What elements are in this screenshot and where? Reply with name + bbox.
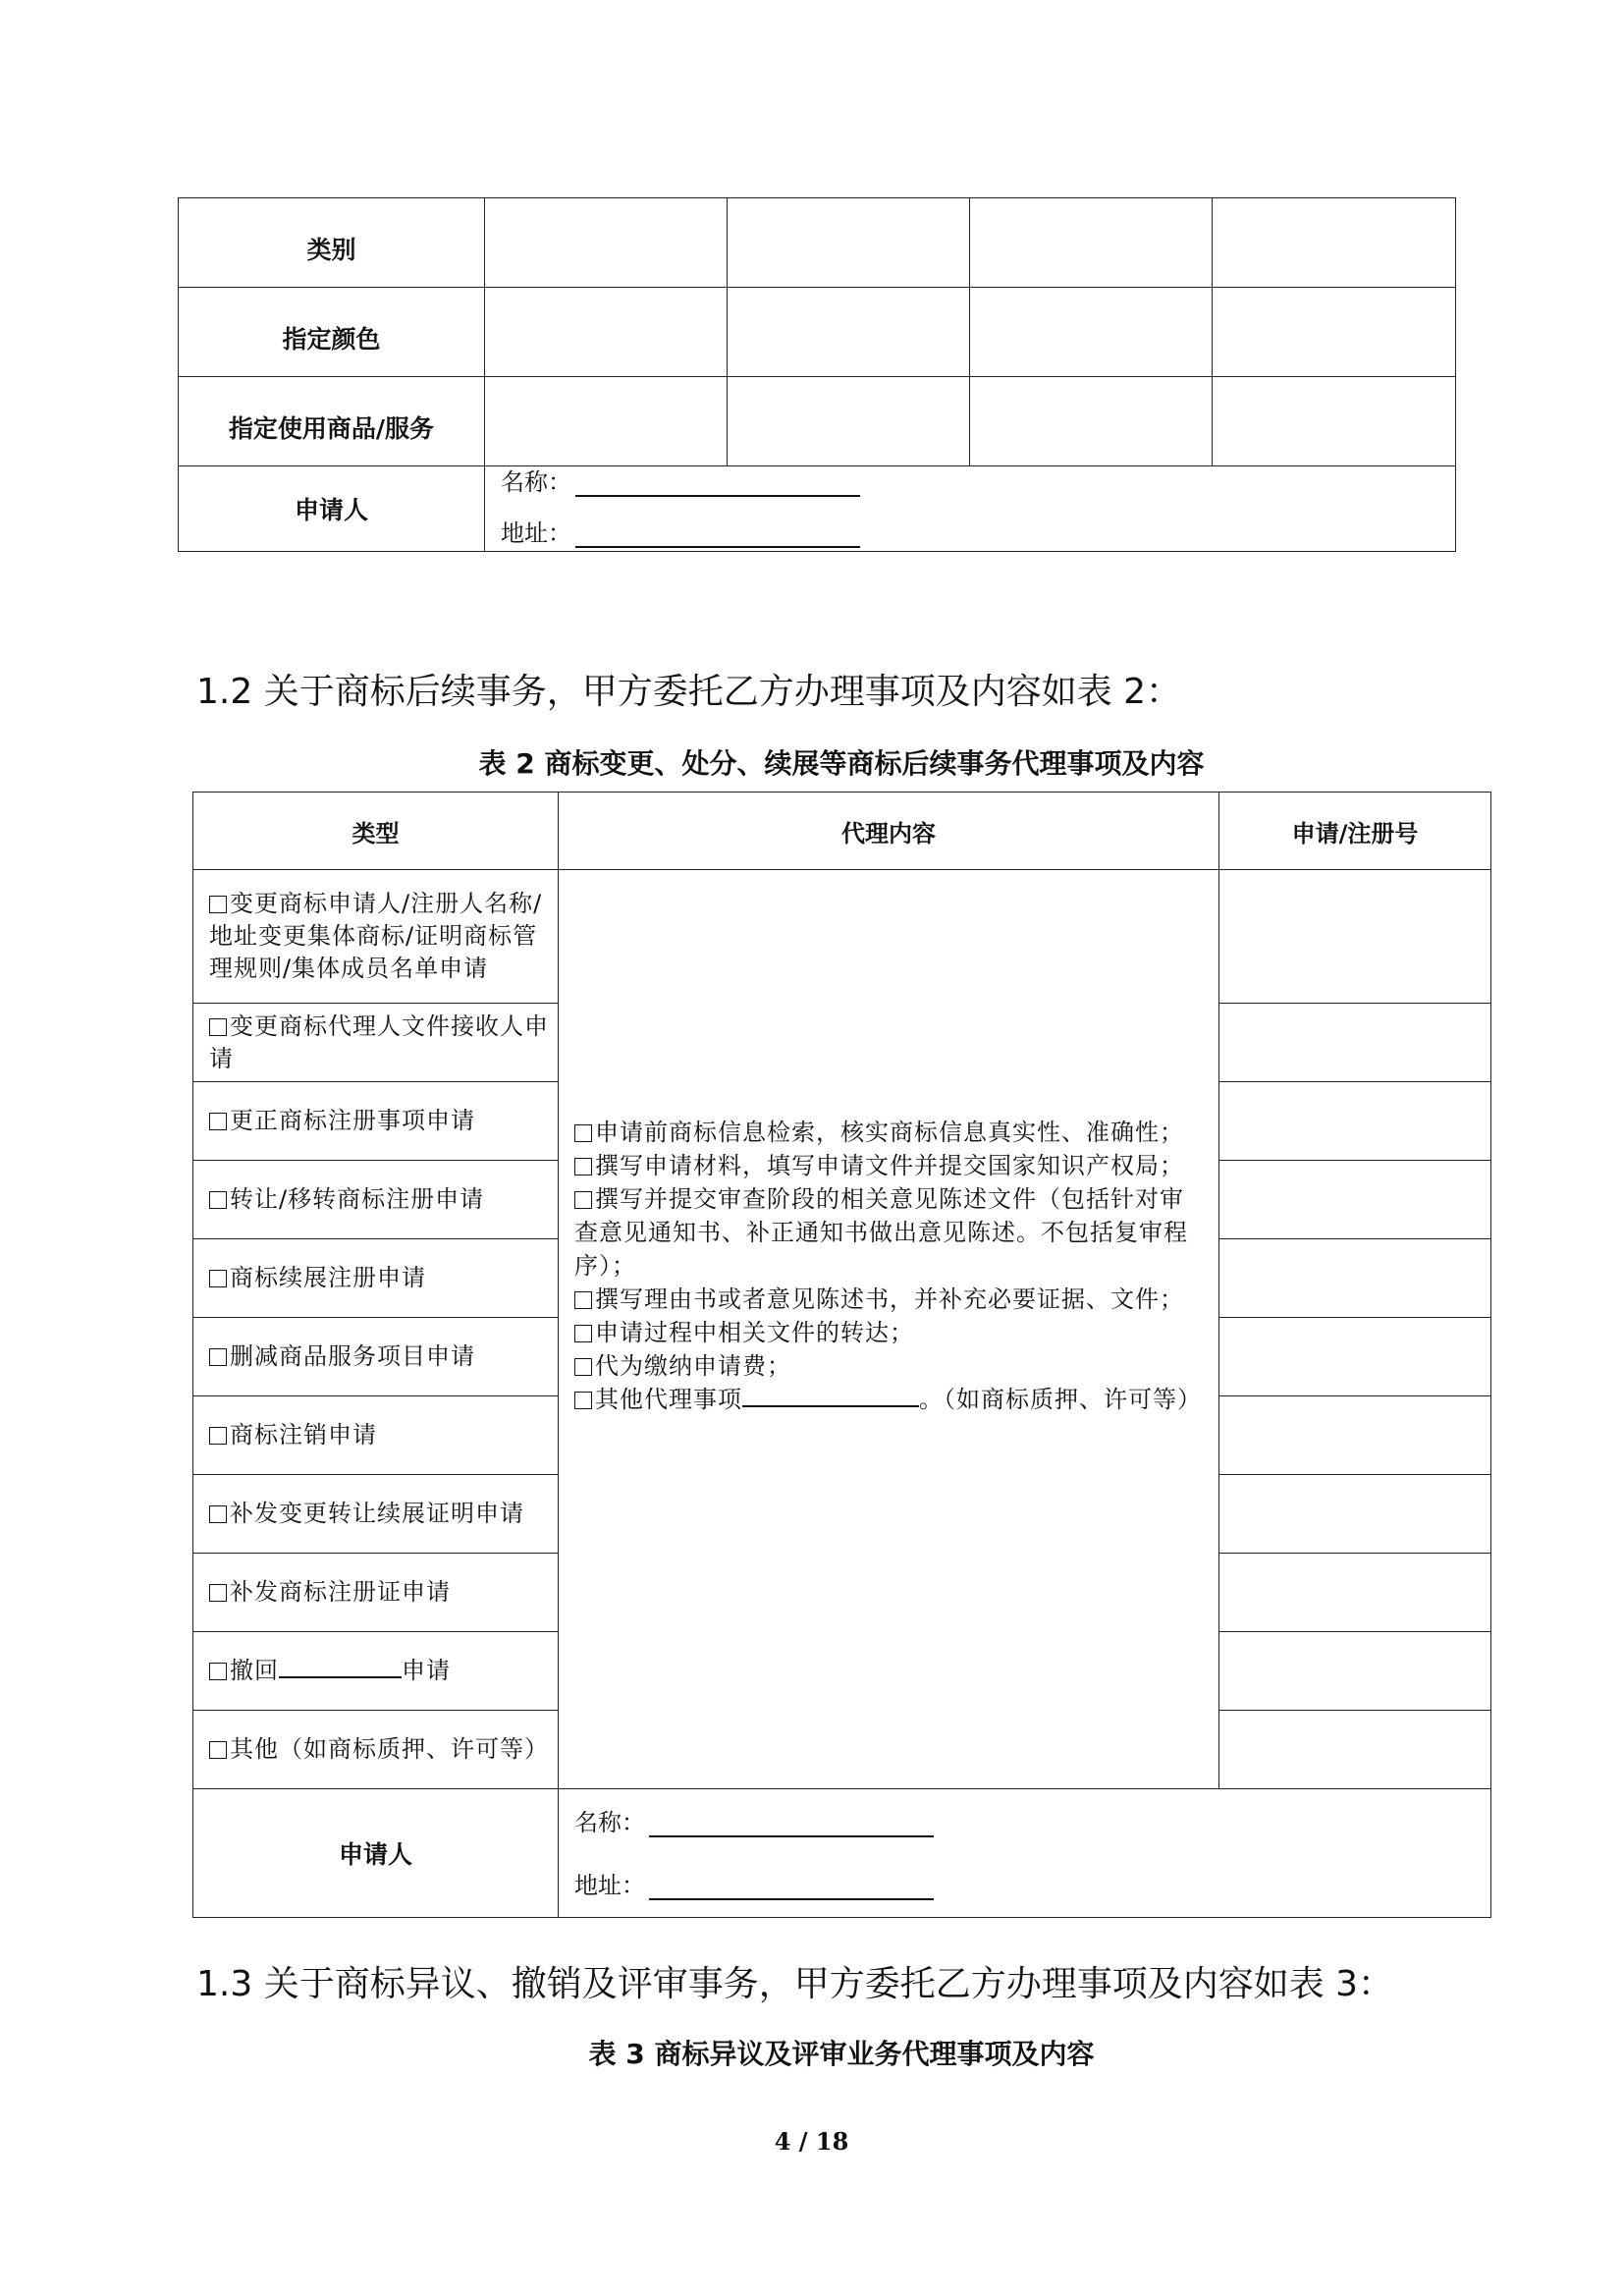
- type-label: 补发商标注册证申请: [230, 1578, 451, 1606]
- name-label: 名称：: [574, 1809, 645, 1836]
- applicant-name-field[interactable]: [485, 460, 1455, 497]
- applicant-address-field[interactable]: [559, 1863, 1490, 1900]
- content-label: 。（如商标质押、许可等）: [919, 1386, 1202, 1413]
- header-content: 代理内容: [559, 793, 1219, 870]
- page-number: 4 / 18: [774, 2127, 849, 2156]
- row-label-color: 指定颜色: [179, 288, 485, 377]
- address-label: 地址：: [574, 1872, 645, 1899]
- number-cell[interactable]: [1219, 1161, 1491, 1239]
- type-label: 商标注销申请: [230, 1421, 377, 1449]
- applicant-label: 申请人: [193, 1789, 559, 1918]
- other-matter-blank[interactable]: [742, 1384, 919, 1407]
- withdraw-blank[interactable]: [279, 1655, 402, 1678]
- content-label: 撰写申请材料，填写申请文件并提交国家知识产权局；: [595, 1152, 1184, 1179]
- type-label: 其他（如商标质押、许可等）: [230, 1735, 549, 1763]
- category-cell[interactable]: [485, 198, 728, 288]
- type-option[interactable]: [193, 1318, 559, 1396]
- type-option[interactable]: [193, 1396, 559, 1475]
- checkbox-icon[interactable]: [209, 1584, 227, 1602]
- type-option[interactable]: [193, 1711, 559, 1789]
- follow-up-matters-table: [192, 792, 1491, 1918]
- checkbox-icon[interactable]: [209, 1505, 227, 1523]
- content-label: 撰写理由书或者意见陈述书，并补充必要证据、文件；: [595, 1285, 1184, 1313]
- type-option[interactable]: [193, 1632, 559, 1711]
- applicant-label: 申请人: [179, 466, 485, 552]
- category-cell[interactable]: [1213, 198, 1456, 288]
- content-label: 其他代理事项: [595, 1386, 742, 1413]
- number-cell[interactable]: [1219, 1318, 1491, 1396]
- checkbox-icon[interactable]: [574, 1124, 592, 1142]
- checkbox-icon[interactable]: [574, 1291, 592, 1309]
- goods-cell[interactable]: [728, 377, 970, 466]
- color-cell[interactable]: [970, 288, 1213, 377]
- number-cell[interactable]: [1219, 1711, 1491, 1789]
- number-cell[interactable]: [1219, 1082, 1491, 1161]
- color-cell[interactable]: [728, 288, 970, 377]
- content-label: 申请前商标信息检索，核实商标信息真实性、准确性；: [595, 1119, 1184, 1146]
- applicant-fields: [559, 1789, 1491, 1918]
- type-option[interactable]: [193, 1161, 559, 1239]
- type-label: 变更商标申请人/注册人名称/地址变更集体商标/证明商标管理规则/集体成员名单申请: [209, 890, 543, 982]
- name-label: 名称：: [501, 468, 571, 496]
- applicant-fields: [485, 466, 1456, 552]
- type-label: 撤回: [230, 1657, 279, 1684]
- checkbox-icon[interactable]: [209, 1741, 227, 1759]
- section-heading: 1.3 关于商标异议、撤销及评审事务，甲方委托乙方办理事项及内容如表 3：: [196, 1964, 1394, 2004]
- number-cell[interactable]: [1219, 1632, 1491, 1711]
- type-option[interactable]: [193, 1554, 559, 1632]
- content-item[interactable]: [574, 1283, 1207, 1316]
- type-label: 申请: [402, 1657, 451, 1684]
- type-label: 补发变更转让续展证明申请: [230, 1500, 524, 1527]
- type-option[interactable]: [193, 870, 559, 1004]
- type-label: 删减商品服务项目申请: [230, 1342, 475, 1370]
- content-item[interactable]: [574, 1116, 1207, 1149]
- content-item[interactable]: [574, 1383, 1207, 1416]
- row-label-goods-services: 指定使用商品/服务: [179, 377, 485, 466]
- number-cell[interactable]: [1219, 1396, 1491, 1475]
- type-option[interactable]: [193, 1239, 559, 1318]
- content-label: 撰写并提交审查阶段的相关意见陈述文件（包括针对审查意见通知书、补正通知书做出意见陈述。不包括复审程序）；: [574, 1185, 1188, 1280]
- type-label: 商标续展注册申请: [230, 1264, 426, 1291]
- content-label: 代为缴纳申请费；: [595, 1352, 791, 1380]
- section-heading: 1.2 关于商标后续事务，甲方委托乙方办理事项及内容如表 2：: [196, 672, 1182, 712]
- checkbox-icon[interactable]: [209, 1427, 227, 1445]
- number-cell[interactable]: [1219, 870, 1491, 1004]
- type-label: 转让/移转商标注册申请: [230, 1185, 485, 1213]
- category-cell[interactable]: [728, 198, 970, 288]
- name-blank[interactable]: [649, 1812, 934, 1837]
- color-cell[interactable]: [1213, 288, 1456, 377]
- number-cell[interactable]: [1219, 1554, 1491, 1632]
- agency-content-cell: [559, 870, 1219, 1789]
- goods-cell[interactable]: [970, 377, 1213, 466]
- address-blank[interactable]: [575, 522, 860, 548]
- type-option[interactable]: [193, 1475, 559, 1554]
- color-cell[interactable]: [485, 288, 728, 377]
- checkbox-icon[interactable]: [574, 1191, 592, 1209]
- number-cell[interactable]: [1219, 1475, 1491, 1554]
- table-row: [179, 288, 1456, 377]
- goods-cell[interactable]: [1213, 377, 1456, 466]
- content-item[interactable]: [574, 1349, 1207, 1383]
- number-cell[interactable]: [1219, 1004, 1491, 1082]
- header-type: 类型: [193, 793, 559, 870]
- trademark-info-table: [178, 197, 1456, 552]
- header-number: 申请/注册号: [1219, 793, 1491, 870]
- checkbox-icon[interactable]: [209, 1348, 227, 1366]
- address-blank[interactable]: [649, 1875, 934, 1900]
- table-header-row: [193, 793, 1491, 870]
- checkbox-icon[interactable]: [209, 896, 227, 913]
- row-label-category: 类别: [179, 198, 485, 288]
- table-caption: 表 2 商标变更、处分、续展等商标后续事务代理事项及内容: [478, 747, 1205, 780]
- checkbox-icon[interactable]: [209, 1663, 227, 1680]
- type-option[interactable]: [193, 1082, 559, 1161]
- checkbox-icon[interactable]: [574, 1325, 592, 1342]
- table-row: [193, 870, 1491, 1004]
- address-label: 地址：: [501, 519, 571, 547]
- content-label: 申请过程中相关文件的转达；: [595, 1319, 914, 1346]
- checkbox-icon[interactable]: [209, 1191, 227, 1209]
- content-item[interactable]: [574, 1182, 1207, 1283]
- checkbox-icon[interactable]: [209, 1270, 227, 1287]
- goods-cell[interactable]: [485, 377, 728, 466]
- checkbox-icon[interactable]: [574, 1358, 592, 1376]
- content-item[interactable]: [574, 1149, 1207, 1182]
- number-cell[interactable]: [1219, 1239, 1491, 1318]
- name-blank[interactable]: [575, 471, 860, 497]
- type-label: 变更商标代理人文件接收人申请: [209, 1011, 549, 1072]
- table-row: [179, 198, 1456, 288]
- table-row: [179, 377, 1456, 466]
- table-row: [193, 1789, 1491, 1918]
- table-row: [179, 466, 1456, 552]
- checkbox-icon[interactable]: [209, 1113, 227, 1130]
- applicant-address-field[interactable]: [485, 511, 1455, 548]
- category-cell[interactable]: [970, 198, 1213, 288]
- type-option[interactable]: [193, 1004, 559, 1082]
- checkbox-icon[interactable]: [574, 1158, 592, 1175]
- checkbox-icon[interactable]: [574, 1392, 592, 1409]
- table-caption: 表 3 商标异议及评审业务代理事项及内容: [588, 2038, 1095, 2070]
- type-label: 更正商标注册事项申请: [230, 1107, 475, 1134]
- checkbox-icon[interactable]: [209, 1018, 227, 1036]
- content-item[interactable]: [574, 1316, 1207, 1349]
- applicant-name-field[interactable]: [559, 1800, 1490, 1837]
